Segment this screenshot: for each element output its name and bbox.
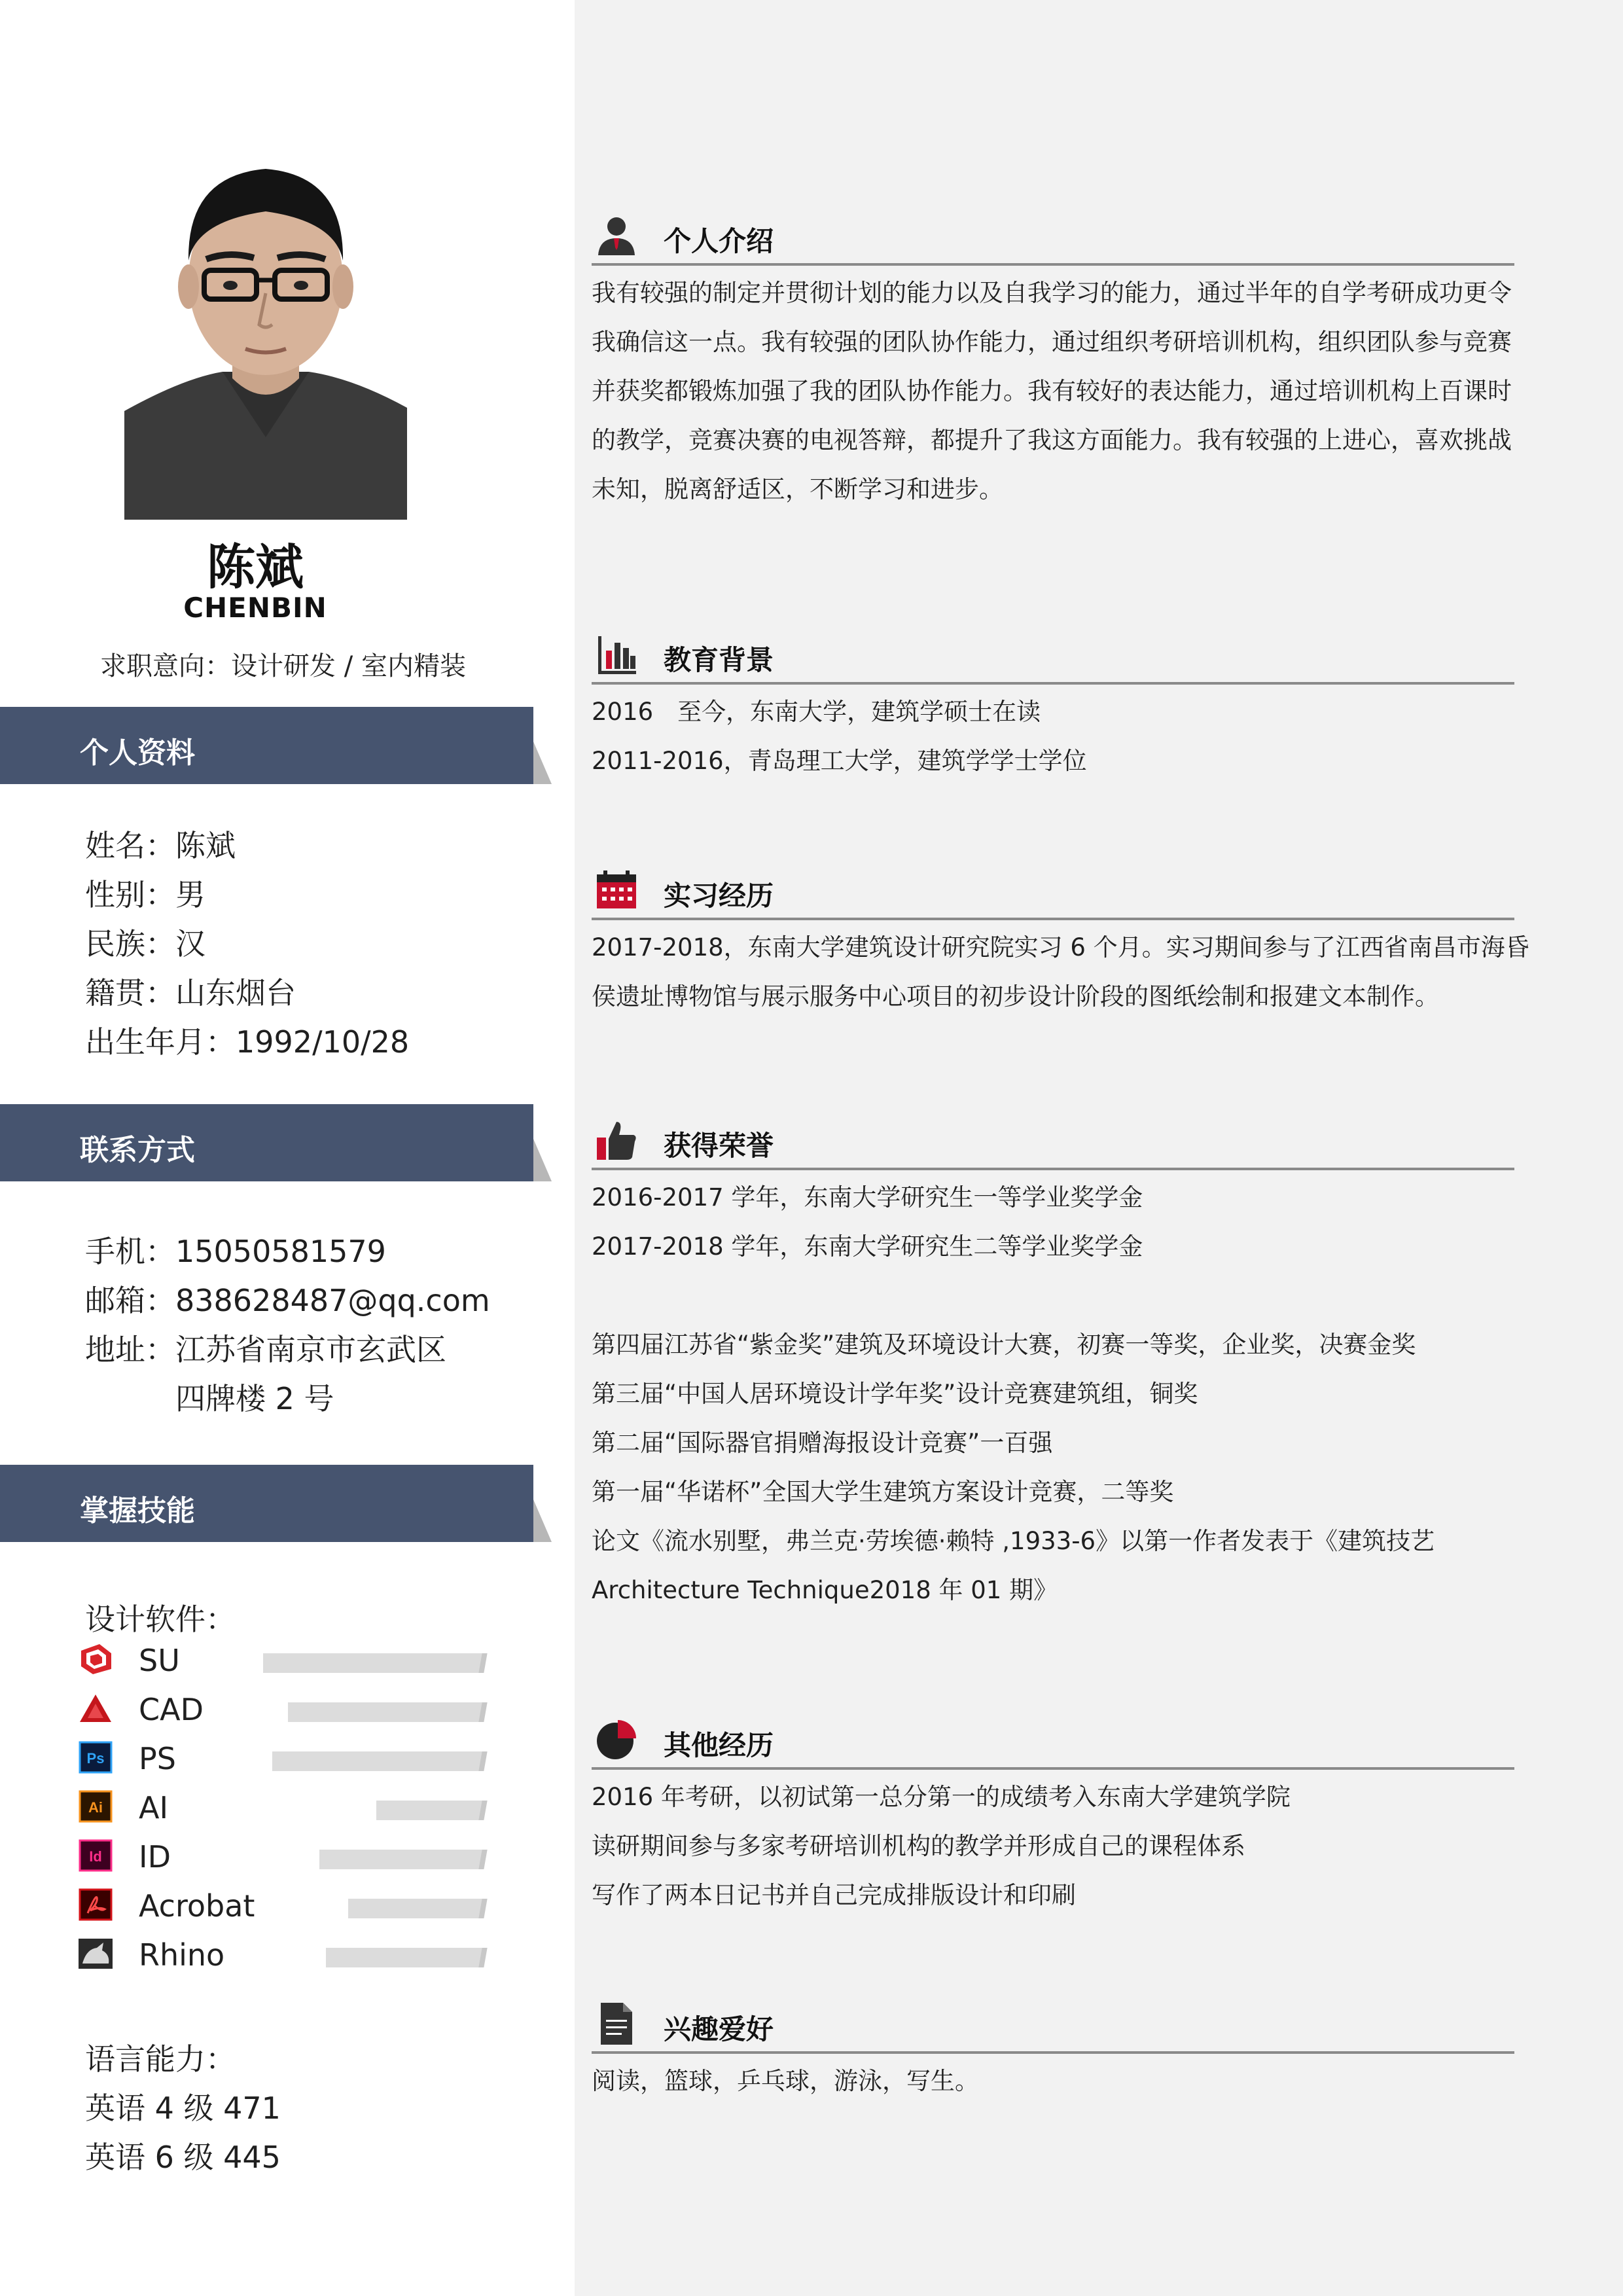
photoshop-icon <box>77 1741 114 1774</box>
skill-level-bar <box>376 1801 483 1820</box>
info-ethnicity: 民族：汉 <box>85 926 205 961</box>
section-title-skills: 掌握技能 <box>80 1494 195 1528</box>
skill-row <box>77 1837 483 1876</box>
acrobat-icon <box>77 1888 114 1921</box>
skill-name: Rhino <box>139 1937 225 1973</box>
other-item: 2016 年考研，以初试第一总分第一的成绩考入东南大学建筑学院 <box>592 1783 1291 1811</box>
skill-row <box>77 1689 483 1729</box>
skill-name: CAD <box>139 1692 204 1727</box>
spacer <box>592 1271 1514 1320</box>
svg-text:Ps: Ps <box>86 1750 105 1767</box>
honor-item: 论文《流水别墅，弗兰克·劳埃德·赖特 ,1933-6》以第一作者发表于《建筑技艺 <box>592 1527 1435 1555</box>
section-title: 教育背景 <box>664 644 774 676</box>
svg-text:Ai: Ai <box>88 1799 103 1816</box>
rhino-icon <box>77 1937 114 1970</box>
language-item: 英语 6 级 445 <box>85 2140 281 2175</box>
section-body <box>592 266 1514 514</box>
section-header <box>592 1113 1514 1170</box>
svg-text:Id: Id <box>89 1848 102 1865</box>
person-icon <box>594 213 639 258</box>
section-intro <box>592 208 1514 514</box>
section-bar-contact <box>0 1104 533 1181</box>
indesign-icon <box>77 1839 114 1872</box>
skill-name: SU <box>139 1643 180 1678</box>
skill-name: PS <box>139 1741 176 1776</box>
section-body <box>592 685 1514 785</box>
section-hobbies <box>592 1996 1514 2106</box>
honor-item: Architecture Technique2018 年 01 期》 <box>592 1576 1058 1604</box>
section-title-personal: 个人资料 <box>80 736 195 770</box>
sketchup-icon <box>77 1643 114 1676</box>
skill-row <box>77 1886 483 1925</box>
section-title: 其他经历 <box>664 1729 774 1761</box>
section-bar-shadow <box>533 1499 552 1542</box>
section-title: 实习经历 <box>664 880 774 912</box>
hobbies-text: 阅读，篮球，乒乓球，游泳，写生。 <box>592 2067 979 2095</box>
section-honors <box>592 1113 1514 1615</box>
honor-item: 第三届“中国人居环境设计学年奖”设计竞赛建筑组，铜奖 <box>592 1380 1198 1408</box>
section-bar-shadow <box>533 1139 552 1181</box>
skill-name: Acrobat <box>139 1888 255 1924</box>
internship-line: 2017-2018，东南大学建筑设计研究院实习 6 个月。实习期间参与了江西省南昌市海昏 <box>592 933 1529 961</box>
skill-level-bar <box>319 1850 483 1869</box>
section-header <box>592 627 1514 685</box>
section-internship <box>592 863 1529 1021</box>
skill-row <box>77 1935 483 1974</box>
thumbs-up-icon <box>594 1118 639 1162</box>
honor-item: 第二届“国际器官捐赠海报设计竞赛”一百强 <box>592 1429 1053 1457</box>
section-bar-skills <box>0 1465 533 1542</box>
calendar-icon <box>594 868 639 912</box>
skill-name: AI <box>139 1790 169 1825</box>
honor-item: 2016-2017 学年，东南大学研究生一等学业奖学金 <box>592 1183 1143 1211</box>
section-header <box>592 1996 1514 2054</box>
illustrator-icon <box>77 1790 114 1823</box>
section-body <box>592 1770 1514 1920</box>
section-header <box>592 863 1514 920</box>
language-item: 英语 4 级 471 <box>85 2090 281 2126</box>
language-label: 语言能力： <box>85 2041 236 2077</box>
pie-chart-icon <box>594 1717 639 1762</box>
education-item: 2016 至今，东南大学，建筑学硕士在读 <box>592 698 1041 726</box>
honor-item: 2017-2018 学年，东南大学研究生二等学业奖学金 <box>592 1232 1143 1261</box>
skill-row <box>77 1738 483 1778</box>
section-title: 获得荣誉 <box>664 1130 774 1162</box>
name-chinese: 陈斌 <box>207 539 304 596</box>
job-intent: 求职意向：设计研发 / 室内精装 <box>100 651 466 681</box>
skill-row <box>77 1787 483 1827</box>
skill-level-bar <box>348 1899 483 1918</box>
contact-address: 地址：江苏省南京市玄武区 <box>85 1332 446 1367</box>
skill-level-bar <box>326 1948 483 1967</box>
section-header <box>592 1712 1514 1770</box>
name-english: CHENBIN <box>183 592 327 624</box>
section-other <box>592 1712 1514 1920</box>
internship-line: 侯遗址博物馆与展示服务中心项目的初步设计阶段的图纸绘制和报建文本制作。 <box>592 982 1439 1011</box>
section-header <box>592 208 1514 266</box>
section-body <box>592 1170 1514 1615</box>
section-education <box>592 627 1514 785</box>
section-body <box>592 2054 1514 2106</box>
contact-address-line2: 四牌楼 2 号 <box>175 1381 334 1416</box>
honor-item: 第四届江苏省“紫金奖”建筑及环境设计大赛，初赛一等奖，企业奖，决赛金奖 <box>592 1331 1416 1359</box>
section-bar-shadow <box>533 742 552 784</box>
info-hometown: 籍贯：山东烟台 <box>85 975 296 1011</box>
skill-level-bar <box>288 1702 483 1722</box>
info-birthdate: 出生年月：1992/10/28 <box>85 1024 410 1060</box>
section-bar-personal <box>0 707 533 784</box>
section-title-contact: 联系方式 <box>80 1134 195 1167</box>
skill-row <box>77 1640 483 1679</box>
intro-text: 我有较强的制定并贯彻计划的能力以及自我学习的能力，通过半年的自学考研成功更令我确信这一点。我有较强的团队协作能力，通过组织考研培训机构，组织团队参与竞赛并获奖都锻炼加强了我的团队协作能力。我有较好的表达能力，通过培训机构上百课时的教学，竞赛决赛的电视答辩，都提升了我这方面能力。我有较强的上进心，喜欢挑战未知，脱离舒适区，不断学习和进步。 <box>592 279 1512 503</box>
skill-level-bar <box>263 1653 483 1673</box>
contact-email: 邮箱：838628487@qq.com <box>85 1283 490 1318</box>
autocad-icon <box>77 1692 114 1725</box>
document-icon <box>594 2001 639 2046</box>
skill-level-bar <box>272 1751 483 1771</box>
other-item: 写作了两本日记书并自己完成排版设计和印刷 <box>592 1881 1076 1909</box>
section-title: 兴趣爱好 <box>664 2013 774 2045</box>
section-title: 个人介绍 <box>664 225 774 257</box>
section-body <box>592 920 1529 1021</box>
info-name: 姓名：陈斌 <box>85 828 236 863</box>
contact-phone: 手机：15050581579 <box>85 1234 386 1269</box>
honor-item: 第一届“华诺杯”全国大学生建筑方案设计竞赛，二等奖 <box>592 1478 1174 1506</box>
other-item: 读研期间参与多家考研培训机构的教学并形成自己的课程体系 <box>592 1832 1245 1860</box>
software-label: 设计软件： <box>85 1602 236 1637</box>
education-item: 2011-2016，青岛理工大学，建筑学学士学位 <box>592 747 1087 775</box>
bar-chart-icon <box>594 632 639 677</box>
profile-photo <box>124 149 407 520</box>
skill-name: ID <box>139 1839 171 1874</box>
info-gender: 性别：男 <box>85 877 205 912</box>
